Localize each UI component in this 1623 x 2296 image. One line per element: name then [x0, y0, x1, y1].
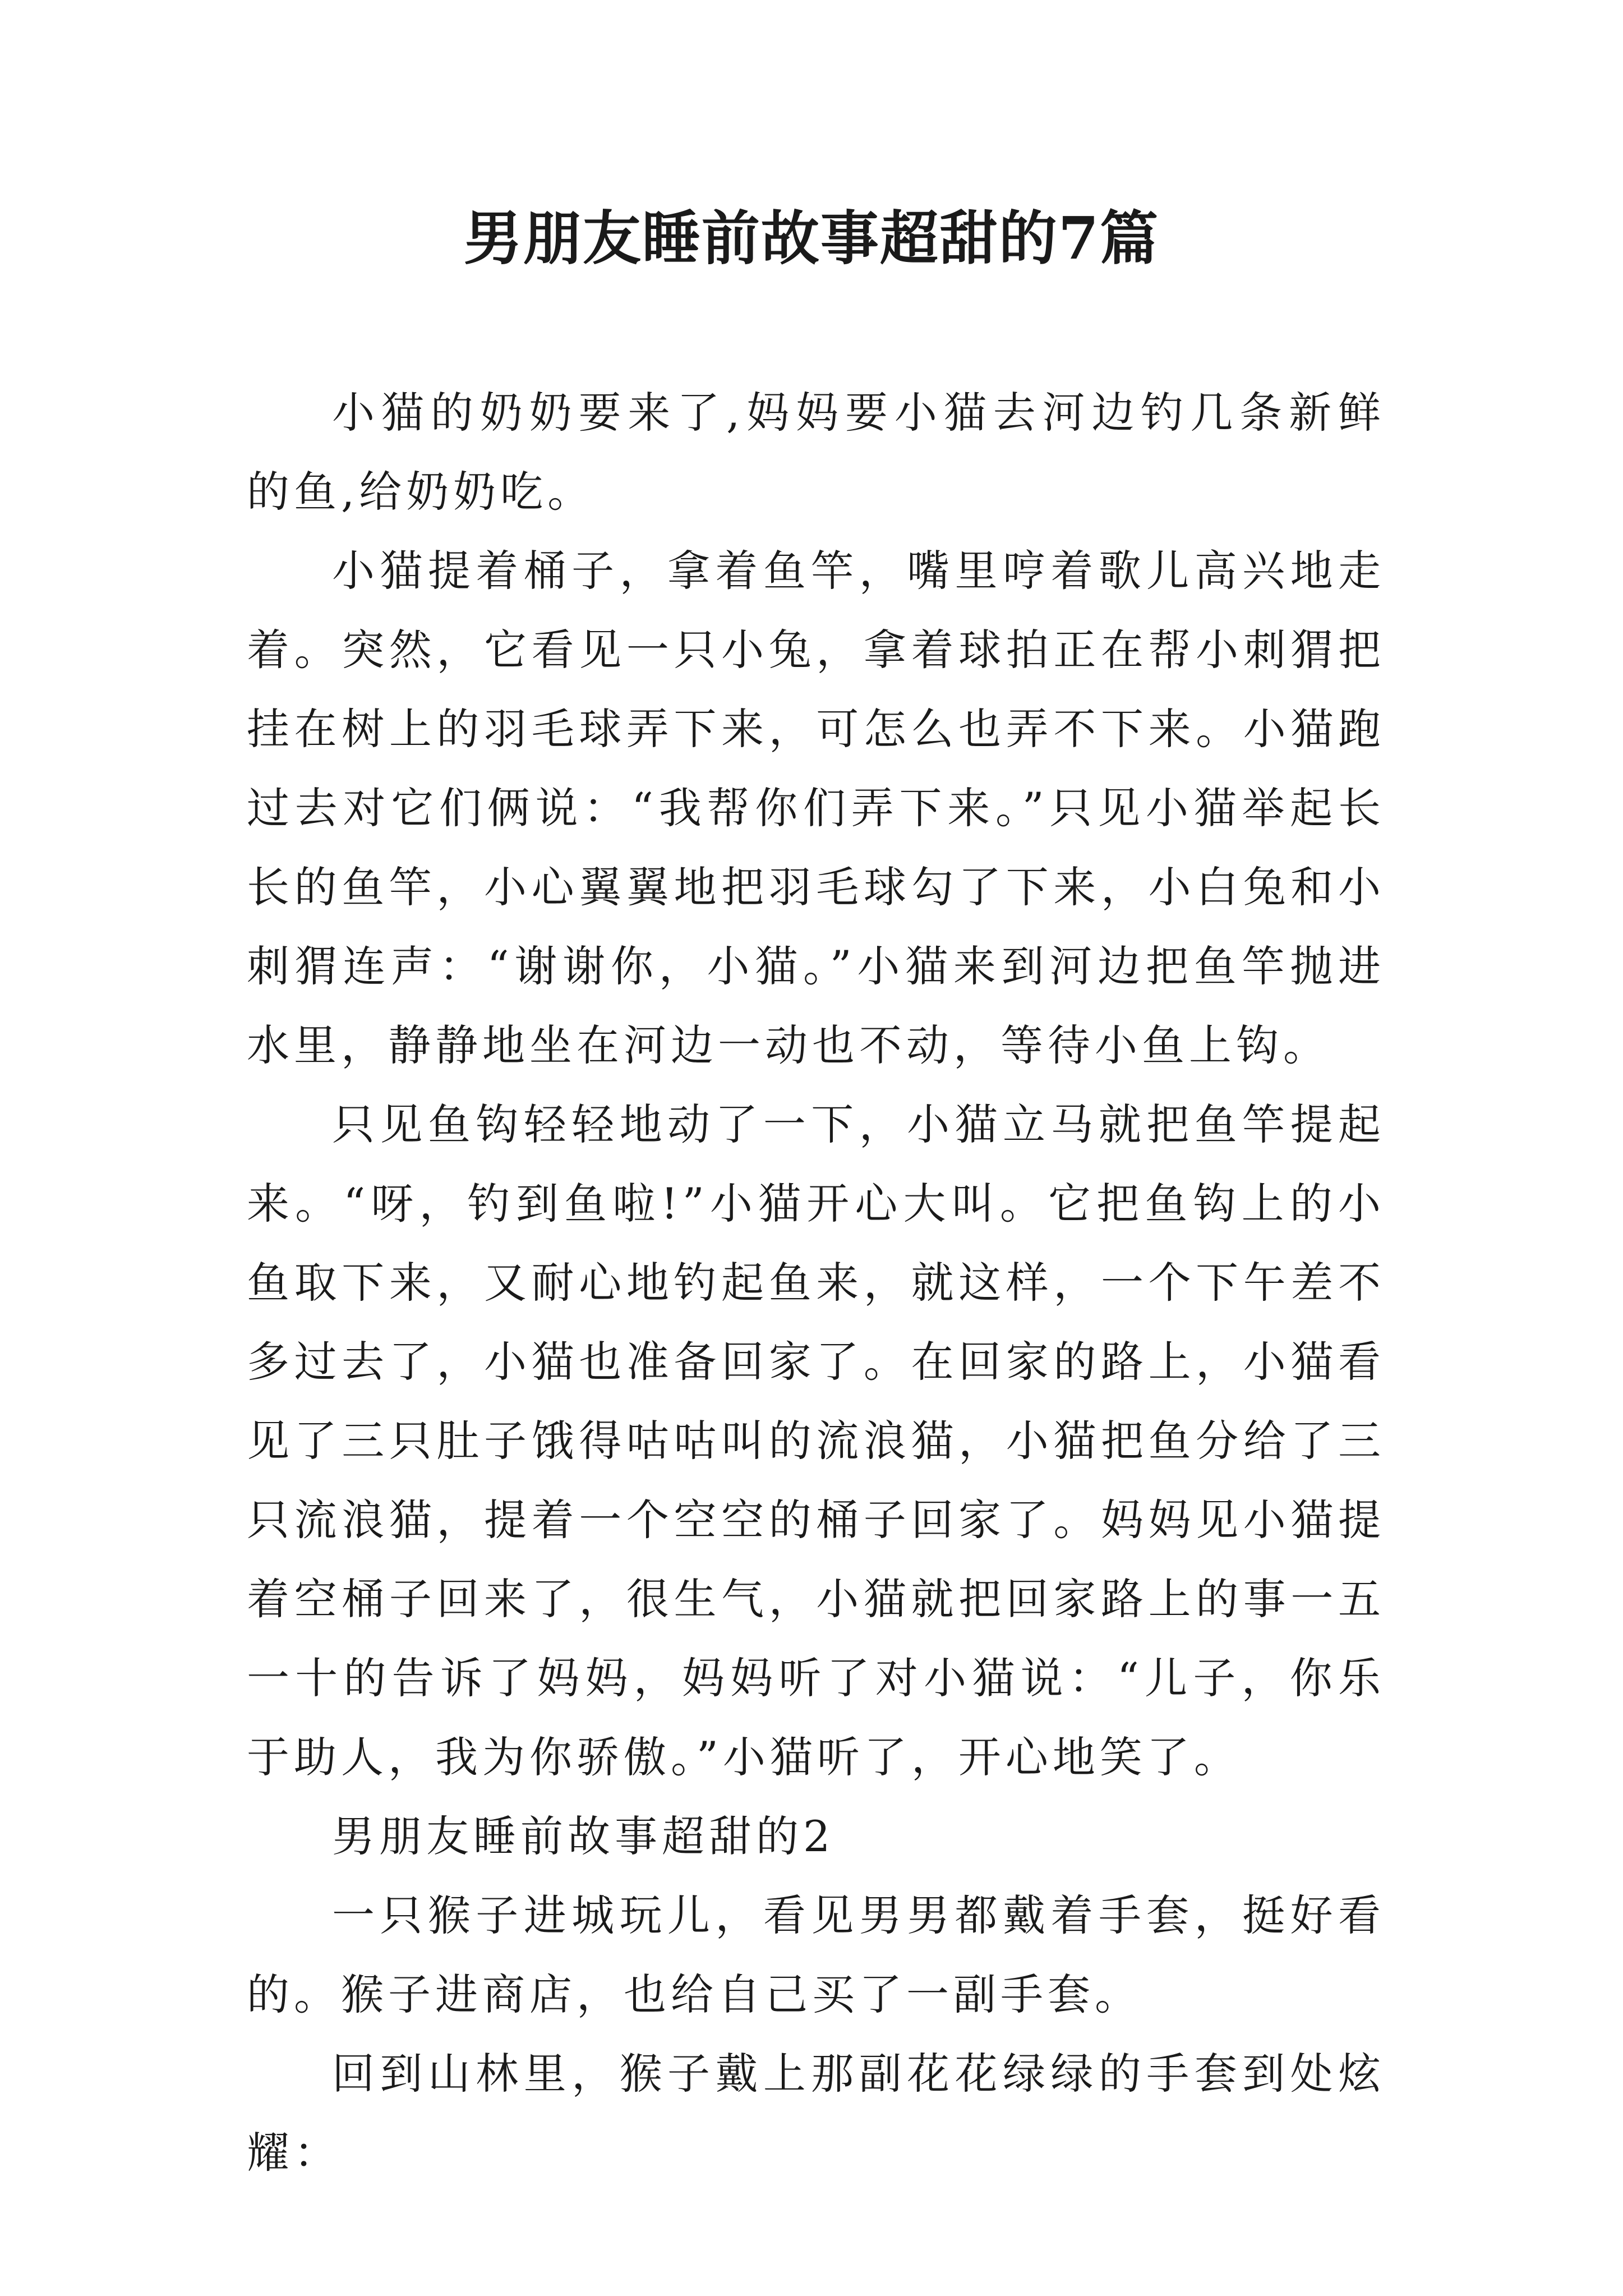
paragraph: 回到山林里，猴子戴上那副花花绿绿的手套到处炫耀：: [247, 2049, 1385, 2178]
paragraph: 一只猴子进城玩儿，看见男男都戴着手套，挺好看的。猴子进商店，也给自己买了一副手套。: [247, 1890, 1385, 2019]
paragraph: 小猫的奶奶要来了,妈妈要小猫去河边钓几条新鲜的鱼,给奶奶吃。: [247, 388, 1385, 517]
paragraph: 小猫提着桶子，拿着鱼竿，嘴里哼着歌儿高兴地走着。突然，它看见一只小兔，拿着球拍正在帮小刺猬把挂在树上的羽毛球弄下来，可怎么也弄不下来。小猫跑过去对它们俩说：“我帮你们弄下来。”只见小猫举起长长的鱼竿，小心翼翼地把羽毛球勾了下来，小白兔和小刺猬连声：“谢谢你，小猫。”小猫来到河边把鱼竿抛进水里，静静地坐在河边一动也不动，等待小鱼上钩。: [247, 546, 1385, 1070]
document-body: [247, 373, 1385, 2192]
paragraph: 只见鱼钩轻轻地动了一下，小猫立马就把鱼竿提起来。“呀，钓到鱼啦!”小猫开心大叫。它把鱼钩上的小鱼取下来，又耐心地钓起鱼来，就这样，一个下午差不多过去了，小猫也准备回家了。在回家的路上，小猫看见了三只肚子饿得咕咕叫的流浪猫，小猫把鱼分给了三只流浪猫，提着一个空空的桶子回家了。妈妈见小猫提着空桶子回来了，很生气，小猫就把回家路上的事一五一十的告诉了妈妈，妈妈听了对小猫说：“儿子，你乐于助人，我为你骄傲。”小猫听了，开心地笑了。: [247, 1099, 1385, 1782]
section-heading: 男朋友睡前故事超甜的2: [332, 1811, 835, 1861]
document-title: 男朋友睡前故事超甜的7篇: [463, 204, 1160, 273]
